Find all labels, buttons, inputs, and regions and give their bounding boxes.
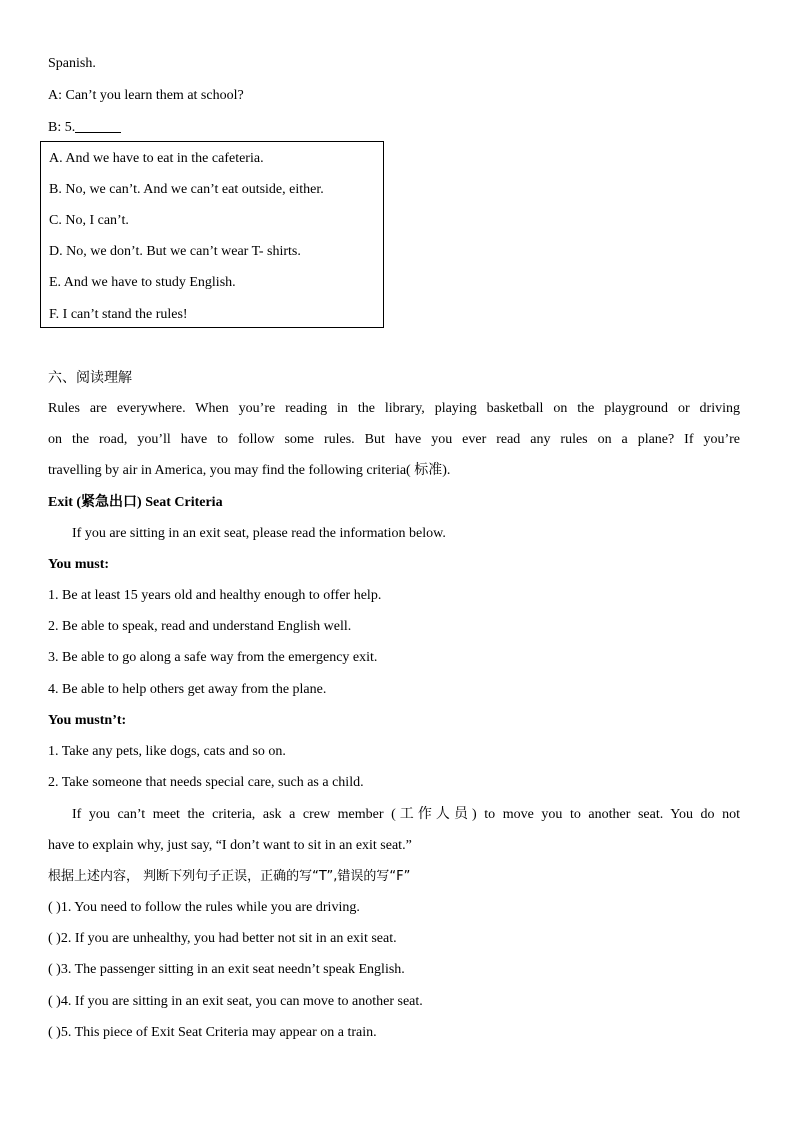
closing-line-2: have to explain why, just say, “I don’t want to sit in an exit seat.” <box>48 838 412 853</box>
must-title: You must: <box>48 557 110 572</box>
dialog-line-spanish: Spanish. <box>48 56 96 71</box>
dialog-line-b-text: B: 5. <box>48 120 76 135</box>
must-item-4: 4. Be able to help others get away from the plane. <box>48 682 327 697</box>
question-1: ( )1. You need to follow the rules while you are driving. <box>48 900 360 915</box>
closing-line-1: If you can’t meet the criteria, ask a crew member (工作人员) to move you to another seat. You do not <box>72 807 740 822</box>
instruction: 根据上述内容， 判断下列句子正误，正确的写“T”,错误的写“F” <box>48 869 411 884</box>
must-item-1: 1. Be at least 15 years old and healthy enough to offer help. <box>48 588 382 603</box>
question-3: ( )3. The passenger sitting in an exit seat needn’t speak English. <box>48 962 405 977</box>
must-item-3: 3. Be able to go along a safe way from the emergency exit. <box>48 650 378 665</box>
option-d: D. No, we don’t. But we can’t wear T- shirts. <box>49 244 301 259</box>
mustnt-item-2: 2. Take someone that needs special care, such as a child. <box>48 775 364 790</box>
option-c: C. No, I can’t. <box>49 213 129 228</box>
criteria-lead: If you are sitting in an exit seat, please read the information below. <box>72 526 446 541</box>
question-5: ( )5. This piece of Exit Seat Criteria may appear on a train. <box>48 1025 377 1040</box>
criteria-heading: Exit (紧急出口) Seat Criteria <box>48 495 223 510</box>
dialog-line-a: A: Can’t you learn them at school? <box>48 88 244 103</box>
option-b: B. No, we can’t. And we can’t eat outside, either. <box>49 182 324 197</box>
question-2: ( )2. If you are unhealthy, you had better not sit in an exit seat. <box>48 931 397 946</box>
option-a: A. And we have to eat in the cafeteria. <box>49 151 264 166</box>
option-e: E. And we have to study English. <box>49 275 236 290</box>
must-item-2: 2. Be able to speak, read and understand English well. <box>48 619 352 634</box>
answer-blank-5[interactable] <box>75 118 121 133</box>
intro-line-1: Rules are everywhere. When you’re reading in the library, playing basketball on the playground or driving <box>48 401 740 416</box>
option-f: F. I can’t stand the rules! <box>49 307 188 322</box>
section-title: 六、阅读理解 <box>48 370 132 386</box>
dialog-line-b <box>48 118 121 137</box>
intro-line-3: travelling by air in America, you may find the following criteria( 标准). <box>48 463 451 478</box>
intro-line-2: on the road, you’ll have to follow some rules. But have you ever read any rules on a plane? If you’re <box>48 432 740 447</box>
mustnt-title: You mustn’t: <box>48 713 127 728</box>
question-4: ( )4. If you are sitting in an exit seat, you can move to another seat. <box>48 994 423 1009</box>
options-box <box>40 141 384 328</box>
mustnt-item-1: 1. Take any pets, like dogs, cats and so on. <box>48 744 286 759</box>
